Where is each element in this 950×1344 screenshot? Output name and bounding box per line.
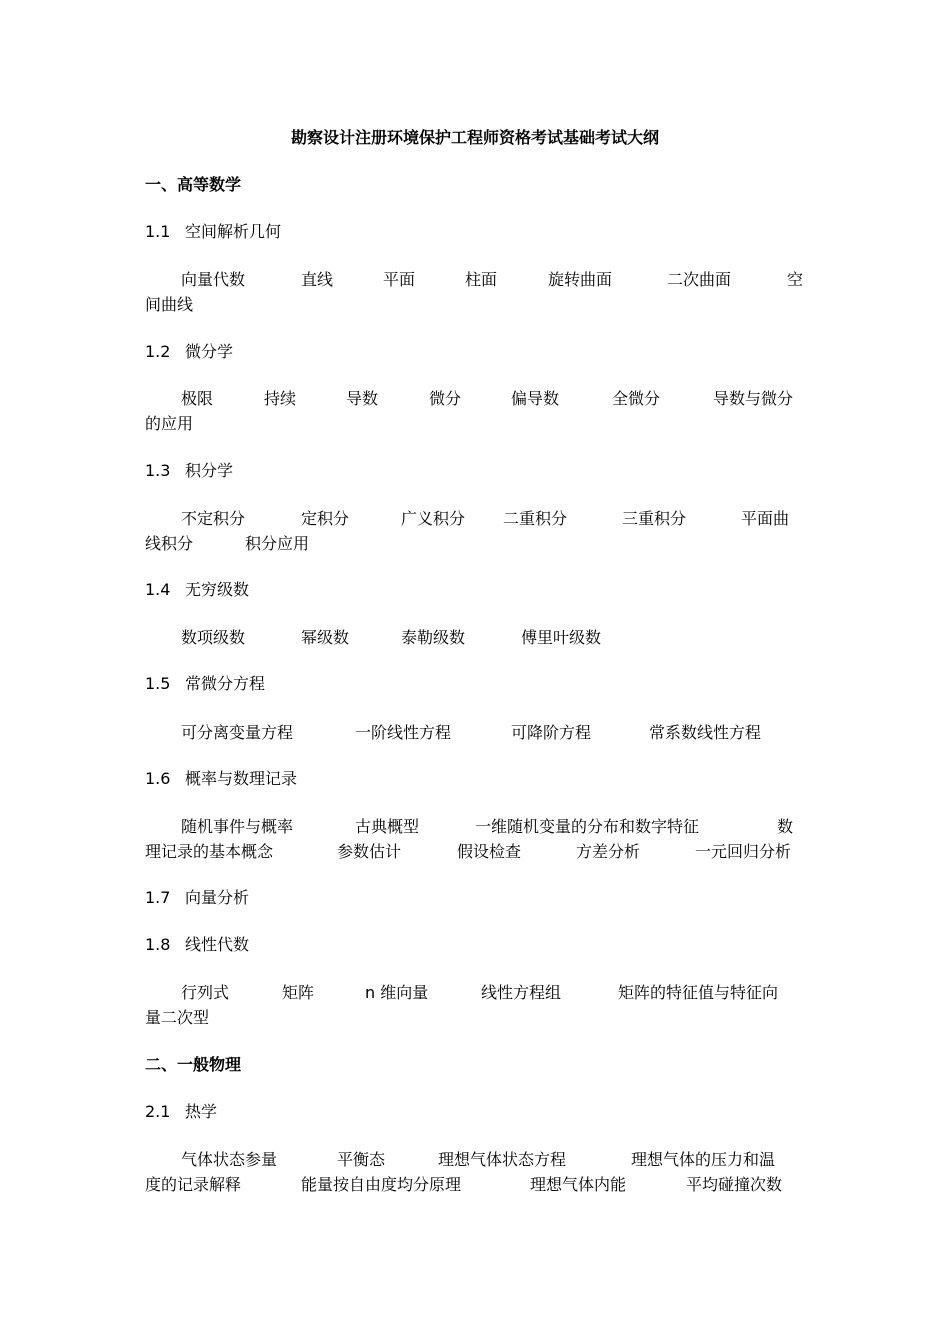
paragraph-line	[145, 386, 807, 411]
topic-term: 古典概型	[355, 817, 420, 836]
topic-term: 不定积分	[181, 509, 246, 528]
topic-term: 旋转曲面	[548, 270, 613, 289]
paragraph-line	[145, 625, 807, 650]
subsection-heading	[145, 341, 233, 363]
subsection-title: 微分学	[185, 342, 234, 361]
topic-term: 三重积分	[622, 509, 687, 528]
subsection-number: 1.8	[145, 935, 171, 954]
topic-paragraph	[145, 814, 807, 864]
subsection-number: 1.3	[145, 461, 171, 480]
paragraph-line	[145, 411, 807, 436]
subsection-heading	[145, 768, 297, 790]
subsection-heading	[145, 673, 265, 695]
paragraph-line	[145, 814, 807, 839]
topic-term: 数	[777, 817, 794, 836]
topic-term: 矩阵的特征值与特征向	[618, 983, 779, 1002]
topic-term: 能量按自由度均分原理	[301, 1175, 462, 1194]
topic-term: 一维随机变量的分布和数字特征	[475, 817, 700, 836]
topic-term: 常系数线性方程	[649, 723, 762, 742]
subsection-heading	[145, 934, 249, 956]
topic-term: 可降阶方程	[511, 723, 592, 742]
subsection-title: 空间解析几何	[185, 222, 282, 241]
topic-term: 数项级数	[181, 628, 246, 647]
document-title: 勘察设计注册环境保护工程师资格考试基础考试大纲	[290, 128, 659, 147]
paragraph-line	[145, 1172, 807, 1197]
topic-term: 理想气体的压力和温	[631, 1150, 776, 1169]
topic-term: 二次曲面	[667, 270, 732, 289]
topic-term: 参数估计	[337, 842, 402, 861]
topic-paragraph	[145, 267, 807, 317]
topic-term: 二重积分	[503, 509, 568, 528]
subsection-number: 1.5	[145, 674, 171, 693]
topic-term: 空	[787, 270, 804, 289]
subsection-title: 线性代数	[185, 935, 250, 954]
topic-term: 平面曲	[741, 509, 790, 528]
topic-term: 积分应用	[245, 534, 310, 553]
topic-term: 幂级数	[301, 628, 350, 647]
topic-paragraph	[145, 625, 807, 650]
topic-paragraph	[145, 506, 807, 556]
topic-term: 导数与微分	[713, 389, 794, 408]
paragraph-line	[145, 506, 807, 531]
paragraph-line	[145, 980, 807, 1005]
subsection-heading	[145, 1101, 217, 1123]
topic-term: 线积分	[145, 534, 194, 553]
topic-paragraph	[145, 980, 807, 1030]
paragraph-line	[145, 839, 807, 864]
subsection-number: 1.4	[145, 580, 171, 599]
topic-term: 度的记录解释	[145, 1175, 242, 1194]
topic-term: 广义积分	[401, 509, 466, 528]
topic-term: 微分	[429, 389, 462, 408]
topic-term: 平衡态	[337, 1150, 386, 1169]
section-heading: 二、一般物理	[145, 1055, 242, 1074]
subsection-number: 1.6	[145, 769, 171, 788]
topic-term: 偏导数	[511, 389, 560, 408]
topic-term: n 维向量	[365, 983, 429, 1002]
topic-term: 间曲线	[145, 295, 194, 314]
paragraph-line	[145, 292, 807, 317]
topic-term: 线性方程组	[481, 983, 562, 1002]
subsection-title: 概率与数理记录	[185, 769, 298, 788]
topic-term: 行列式	[181, 983, 230, 1002]
paragraph-line	[145, 1147, 807, 1172]
topic-term: 一阶线性方程	[355, 723, 452, 742]
topic-paragraph	[145, 1147, 807, 1197]
section-heading: 一、高等数学	[145, 175, 242, 194]
topic-term: 持续	[264, 389, 297, 408]
topic-term: 一元回归分析	[695, 842, 792, 861]
topic-term: 的应用	[145, 414, 194, 433]
subsection-title: 常微分方程	[185, 674, 266, 693]
subsection-heading	[145, 887, 249, 909]
topic-term: 假设检查	[457, 842, 522, 861]
topic-paragraph	[145, 386, 807, 436]
topic-term: 定积分	[301, 509, 350, 528]
topic-term: 导数	[346, 389, 379, 408]
topic-term: 方差分析	[576, 842, 641, 861]
topic-term: 理想气体状态方程	[438, 1150, 567, 1169]
paragraph-line	[145, 1005, 807, 1030]
topic-term: 向量代数	[181, 270, 246, 289]
topic-term: 量二次型	[145, 1008, 210, 1027]
subsection-number: 1.1	[145, 222, 171, 241]
topic-paragraph	[145, 720, 807, 745]
topic-term: 可分离变量方程	[181, 723, 294, 742]
topic-term: 柱面	[465, 270, 498, 289]
paragraph-line	[145, 720, 807, 745]
topic-term: 极限	[181, 389, 214, 408]
topic-term: 理记录的基本概念	[145, 842, 274, 861]
topic-term: 平面	[383, 270, 416, 289]
subsection-heading	[145, 221, 281, 243]
paragraph-line	[145, 267, 807, 292]
topic-term: 泰勒级数	[401, 628, 466, 647]
paragraph-line	[145, 531, 807, 556]
subsection-number: 1.2	[145, 342, 171, 361]
subsection-title: 热学	[185, 1102, 218, 1121]
topic-term: 直线	[301, 270, 334, 289]
topic-term: 气体状态参量	[181, 1150, 278, 1169]
subsection-title: 积分学	[185, 461, 234, 480]
topic-term: 矩阵	[282, 983, 315, 1002]
topic-term: 理想气体内能	[530, 1175, 627, 1194]
topic-term: 随机事件与概率	[181, 817, 294, 836]
topic-term: 傅里叶级数	[521, 628, 602, 647]
subsection-title: 无穷级数	[185, 580, 250, 599]
topic-term: 全微分	[612, 389, 661, 408]
subsection-heading	[145, 460, 233, 482]
subsection-title: 向量分析	[185, 888, 250, 907]
subsection-number: 2.1	[145, 1102, 171, 1121]
topic-term: 平均碰撞次数	[686, 1175, 783, 1194]
subsection-heading	[145, 579, 249, 601]
subsection-number: 1.7	[145, 888, 171, 907]
